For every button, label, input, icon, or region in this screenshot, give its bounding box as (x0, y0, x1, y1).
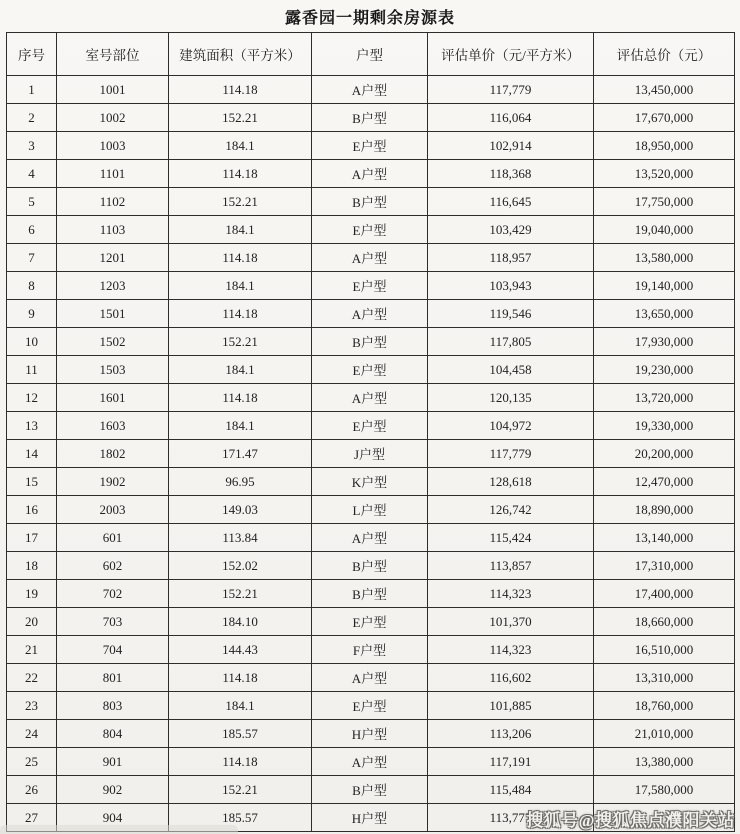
table-cell: 116,645 (428, 188, 594, 216)
table-cell: 17,580,000 (594, 776, 735, 804)
table-cell: 117,805 (428, 328, 594, 356)
table-cell: 114.18 (169, 244, 312, 272)
table-cell: A户型 (312, 300, 428, 328)
table-cell: 13,450,000 (594, 76, 735, 104)
table-cell: A户型 (312, 160, 428, 188)
sohu-watermark: 搜狐号@搜狐焦点濮阳关站 (526, 811, 735, 830)
table-cell: 184.1 (169, 216, 312, 244)
table-cell: 101,885 (428, 692, 594, 720)
table-cell: 11 (7, 356, 57, 384)
table-cell: 152.02 (169, 552, 312, 580)
table-cell: 184.1 (169, 356, 312, 384)
table-cell: 13,310,000 (594, 664, 735, 692)
table-row (7, 216, 735, 244)
table-cell: B户型 (312, 776, 428, 804)
table-cell: A户型 (312, 76, 428, 104)
table-cell: 13,520,000 (594, 160, 735, 188)
header-row (7, 33, 735, 76)
table-cell: 114,323 (428, 580, 594, 608)
table-cell: 602 (57, 552, 169, 580)
table-cell: 4 (7, 160, 57, 188)
table-cell: 149.03 (169, 496, 312, 524)
table-cell: 104,972 (428, 412, 594, 440)
table-cell: 2 (7, 104, 57, 132)
header-cell-unit-price: 评估单价（元/平方米） (428, 33, 594, 76)
table-cell: 171.47 (169, 440, 312, 468)
table-cell: 702 (57, 580, 169, 608)
table-cell: E户型 (312, 272, 428, 300)
table-row (7, 664, 735, 692)
table-cell: 184.1 (169, 272, 312, 300)
table-cell: 1103 (57, 216, 169, 244)
table-cell: B户型 (312, 188, 428, 216)
table-cell: 3 (7, 132, 57, 160)
table-cell: 117,779 (428, 76, 594, 104)
table-row (7, 580, 735, 608)
table-cell: H户型 (312, 804, 428, 832)
table-cell: 17,750,000 (594, 188, 735, 216)
table-row (7, 76, 735, 104)
table-cell: 902 (57, 776, 169, 804)
table-cell: E户型 (312, 216, 428, 244)
table-cell: 804 (57, 720, 169, 748)
table-body (7, 76, 735, 832)
table-row (7, 356, 735, 384)
table-cell: 601 (57, 524, 169, 552)
table-cell: E户型 (312, 692, 428, 720)
table-cell: 120,135 (428, 384, 594, 412)
table-cell: 18,660,000 (594, 608, 735, 636)
table-row (7, 720, 735, 748)
table-cell: 18 (7, 552, 57, 580)
table-cell: 6 (7, 216, 57, 244)
table-cell: B户型 (312, 328, 428, 356)
table-cell: 17 (7, 524, 57, 552)
table-cell: 20,200,000 (594, 440, 735, 468)
table-cell: 13,140,000 (594, 524, 735, 552)
table-cell: 101,370 (428, 608, 594, 636)
table-cell: A户型 (312, 524, 428, 552)
table-cell: 96.95 (169, 468, 312, 496)
table-cell: 7 (7, 244, 57, 272)
table-cell: 21 (7, 636, 57, 664)
table-cell: B户型 (312, 552, 428, 580)
table-cell (594, 804, 735, 832)
table-cell: 1501 (57, 300, 169, 328)
table-cell: A户型 (312, 664, 428, 692)
table-cell: 104,458 (428, 356, 594, 384)
table-cell: 12 (7, 384, 57, 412)
table-cell: 113,206 (428, 720, 594, 748)
table-cell: 152.21 (169, 580, 312, 608)
housing-inventory-table (6, 32, 735, 832)
table-cell: 22 (7, 664, 57, 692)
table-cell: 114.18 (169, 384, 312, 412)
table-cell: 115,424 (428, 524, 594, 552)
table-cell: 126,742 (428, 496, 594, 524)
header-cell-room: 室号部位 (57, 33, 169, 76)
table-row (7, 160, 735, 188)
table-cell: 5 (7, 188, 57, 216)
table-cell: 801 (57, 664, 169, 692)
table-cell: 118,957 (428, 244, 594, 272)
table-row (7, 104, 735, 132)
table-cell: 1003 (57, 132, 169, 160)
table-cell: 117,191 (428, 748, 594, 776)
table-row (7, 300, 735, 328)
table-cell: 17,930,000 (594, 328, 735, 356)
table-cell: B户型 (312, 104, 428, 132)
table-cell: 1002 (57, 104, 169, 132)
table-cell: 184.1 (169, 692, 312, 720)
table-cell: 114.18 (169, 160, 312, 188)
table-row (7, 328, 735, 356)
table-cell: 185.57 (169, 804, 312, 832)
table-cell: 803 (57, 692, 169, 720)
table-cell: 1101 (57, 160, 169, 188)
table-row (7, 552, 735, 580)
table-cell: 1802 (57, 440, 169, 468)
table-cell: 113.84 (169, 524, 312, 552)
table-cell: 103,943 (428, 272, 594, 300)
table-cell: 184.1 (169, 412, 312, 440)
table-cell: 113,857 (428, 552, 594, 580)
table-cell: 16,510,000 (594, 636, 735, 664)
table-cell: 19,140,000 (594, 272, 735, 300)
table-row (7, 440, 735, 468)
table-row (7, 384, 735, 412)
table-cell: 16 (7, 496, 57, 524)
table-cell: 8 (7, 272, 57, 300)
table-cell: 1502 (57, 328, 169, 356)
table-row (7, 132, 735, 160)
table-cell: 19,040,000 (594, 216, 735, 244)
table-cell: 25 (7, 748, 57, 776)
table-cell: 117,779 (428, 440, 594, 468)
table-cell: E户型 (312, 412, 428, 440)
table-cell: J户型 (312, 440, 428, 468)
table-cell: 20 (7, 608, 57, 636)
table-cell: 184.10 (169, 608, 312, 636)
table-row (7, 636, 735, 664)
table-cell: 18,760,000 (594, 692, 735, 720)
table-row (7, 496, 735, 524)
table-cell: 114.18 (169, 748, 312, 776)
table-cell: 27 (7, 804, 57, 832)
table-cell: 15 (7, 468, 57, 496)
table-cell: 904 (57, 804, 169, 832)
table-cell: 704 (57, 636, 169, 664)
table-cell: 119,546 (428, 300, 594, 328)
header-cell-index: 序号 (7, 33, 57, 76)
table-cell: 13,380,000 (594, 748, 735, 776)
table-cell: 17,400,000 (594, 580, 735, 608)
table-cell: 18,950,000 (594, 132, 735, 160)
table-cell: E户型 (312, 608, 428, 636)
table-cell: 26 (7, 776, 57, 804)
table-cell: 144.43 (169, 636, 312, 664)
table-cell: 118,368 (428, 160, 594, 188)
table-cell: 14 (7, 440, 57, 468)
table-cell: 114.18 (169, 76, 312, 104)
table-cell: A户型 (312, 244, 428, 272)
table-cell: 901 (57, 748, 169, 776)
table-cell: H户型 (312, 720, 428, 748)
table-cell: 13,650,000 (594, 300, 735, 328)
table-cell: 703 (57, 608, 169, 636)
table-cell: 102,914 (428, 132, 594, 160)
photo-edge-artifact (0, 825, 238, 834)
table-cell: 13,580,000 (594, 244, 735, 272)
table-cell: 1102 (57, 188, 169, 216)
table-cell: 23 (7, 692, 57, 720)
table-cell: 185.57 (169, 720, 312, 748)
table-cell: 17,670,000 (594, 104, 735, 132)
header-cell-area: 建筑面积（平方米） (169, 33, 312, 76)
table-cell: 13 (7, 412, 57, 440)
table-cell: 2003 (57, 496, 169, 524)
table-row (7, 748, 735, 776)
table-cell: B户型 (312, 580, 428, 608)
table-row (7, 188, 735, 216)
table-cell: 1001 (57, 76, 169, 104)
table-cell: 17,310,000 (594, 552, 735, 580)
table-cell: 128,618 (428, 468, 594, 496)
table-cell: 152.21 (169, 104, 312, 132)
table-cell: 115,484 (428, 776, 594, 804)
table-cell: 1201 (57, 244, 169, 272)
table-cell: 103,429 (428, 216, 594, 244)
table-cell: 9 (7, 300, 57, 328)
table-cell: 152.21 (169, 776, 312, 804)
table-cell: 116,064 (428, 104, 594, 132)
table-cell: 114.18 (169, 300, 312, 328)
table-cell: 184.1 (169, 132, 312, 160)
table-row (7, 244, 735, 272)
table-cell: 152.21 (169, 328, 312, 356)
table-cell: A户型 (312, 748, 428, 776)
table-cell: F户型 (312, 636, 428, 664)
header-cell-unit-type: 户型 (312, 33, 428, 76)
table-row (7, 524, 735, 552)
table-cell: L户型 (312, 496, 428, 524)
table-cell: 1203 (57, 272, 169, 300)
table-cell: E户型 (312, 356, 428, 384)
table-cell: 1902 (57, 468, 169, 496)
page-title: 露香园一期剩余房源表 (284, 10, 455, 27)
table-cell: 1603 (57, 412, 169, 440)
table-cell: 13,720,000 (594, 384, 735, 412)
table-cell: K户型 (312, 468, 428, 496)
table-row (7, 776, 735, 804)
table-row (7, 468, 735, 496)
table-row (7, 608, 735, 636)
table-cell: 114,323 (428, 636, 594, 664)
table-cell: 116,602 (428, 664, 594, 692)
table-cell: 10 (7, 328, 57, 356)
table-row (7, 412, 735, 440)
table-cell: 1 (7, 76, 57, 104)
table-cell: 19 (7, 580, 57, 608)
table-row (7, 692, 735, 720)
table-cell: 1503 (57, 356, 169, 384)
table-cell: 12,470,000 (594, 468, 735, 496)
table-cell: 113,777 (428, 804, 594, 832)
table-cell: 18,890,000 (594, 496, 735, 524)
header-cell-total-price: 评估总价（元） (594, 33, 735, 76)
table-cell: 114.18 (169, 664, 312, 692)
table-cell: 21,010,000 (594, 720, 735, 748)
table-cell: 152.21 (169, 188, 312, 216)
table-cell: 19,230,000 (594, 356, 735, 384)
table-row (7, 272, 735, 300)
table-cell: 24 (7, 720, 57, 748)
table-cell: A户型 (312, 384, 428, 412)
table-cell: 1601 (57, 384, 169, 412)
table-cell: E户型 (312, 132, 428, 160)
table-cell: 19,330,000 (594, 412, 735, 440)
